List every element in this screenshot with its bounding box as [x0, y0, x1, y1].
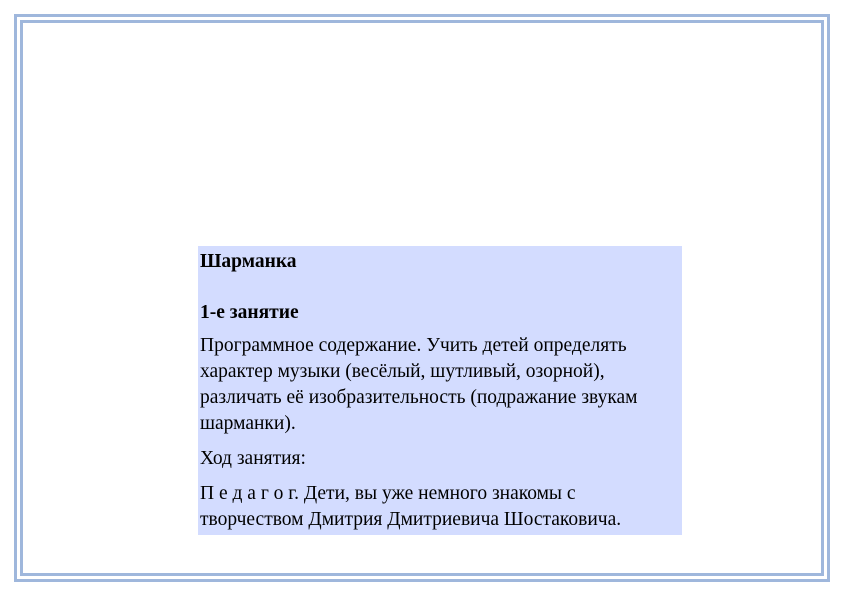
- text-block: [198, 246, 682, 535]
- document-title: Шарманка: [198, 246, 682, 294]
- lesson-course-paragraph: Ход занятия:: [198, 444, 682, 474]
- teacher-speech-paragraph: П е д а г о г. Дети, вы уже немного знакомы с творчеством Дмитрия Дмитриевича Шостаковича.: [198, 479, 682, 535]
- lesson-heading: 1-е занятие: [198, 294, 682, 326]
- program-content-paragraph: Программное содержание. Учить детей определять характер музыки (весёлый, шутливый, озорной), различать её изобразительность (подражание звукам шарманки).: [198, 331, 682, 439]
